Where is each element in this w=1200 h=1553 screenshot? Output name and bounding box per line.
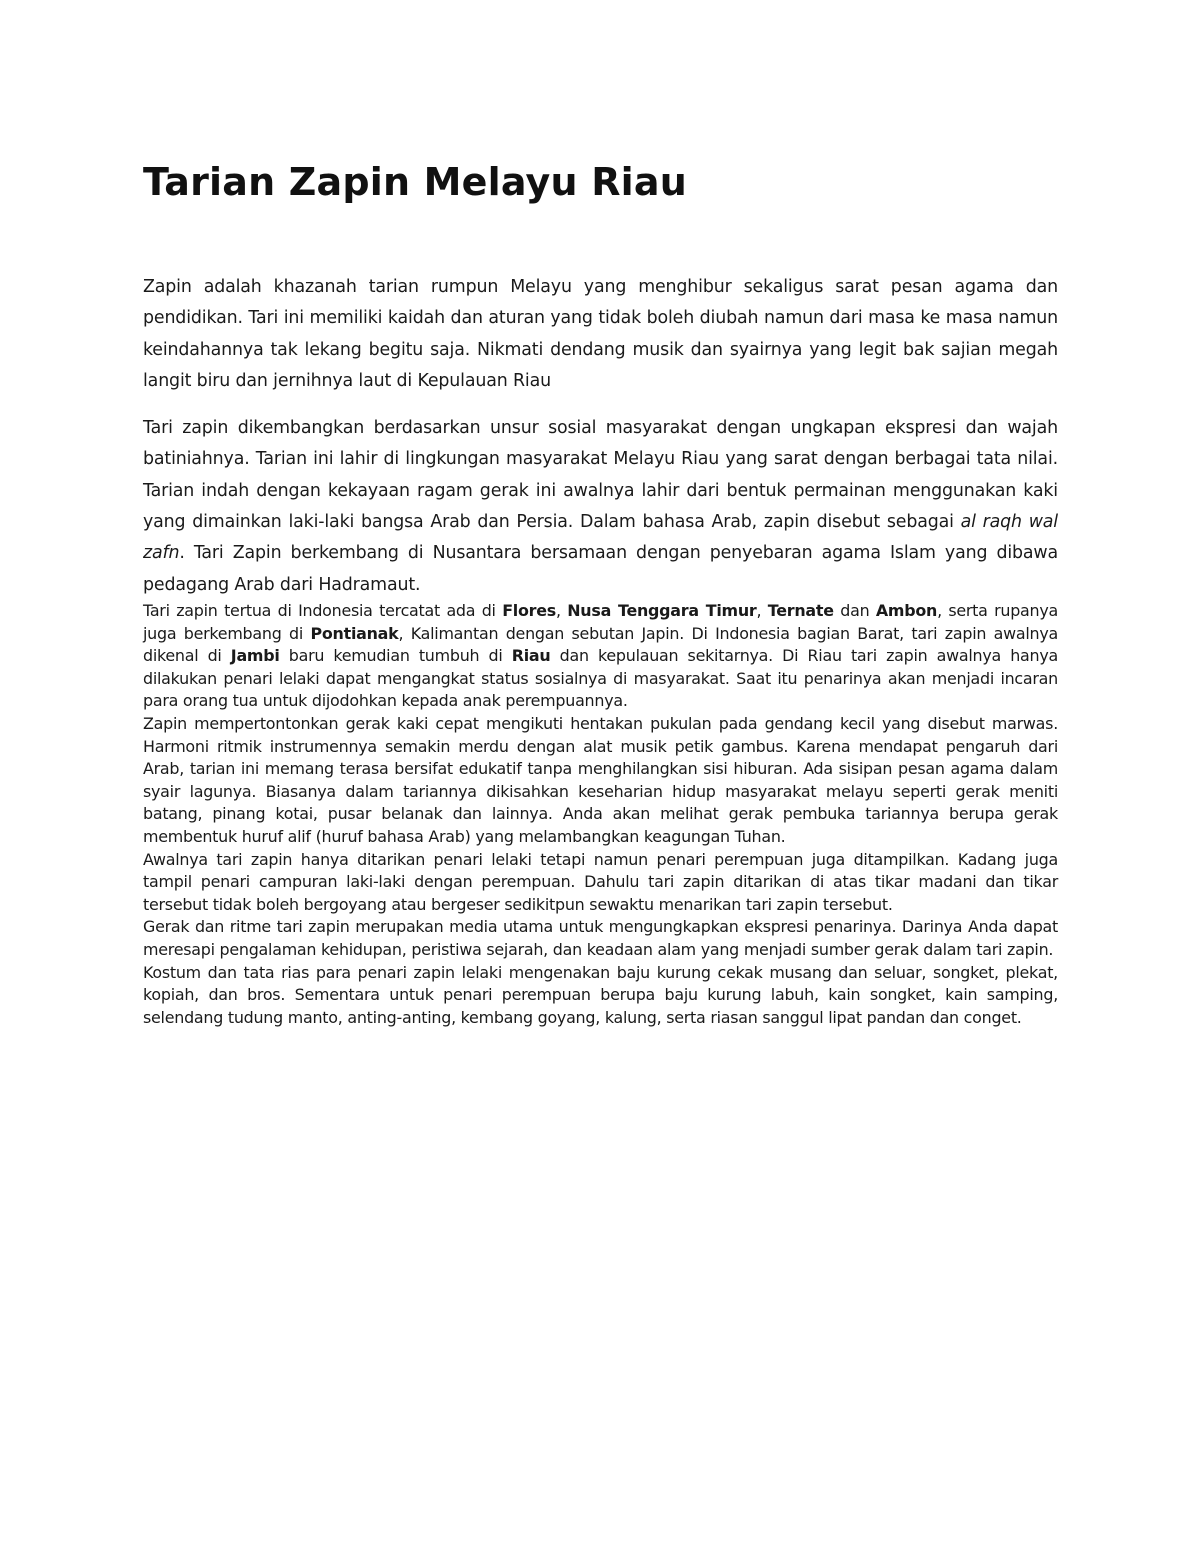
- paragraph-costume: Kostum dan tata rias para penari zapin lelaki mengenakan baju kurung cekak musang dan seluar, songket, plekat, kopiah, dan bros. Sementara untuk penari perempuan berupa baju kurung labuh, kain songket, kain samping, selendang tudung manto, anting-anting, kembang goyang, kalung, serta riasan sanggul lipat pandan dan conget.: [143, 962, 1058, 1027]
- history-text: dan: [833, 601, 876, 620]
- history-text: Tari zapin tertua di Indonesia tercatat ada di: [143, 601, 503, 620]
- place-riau: Riau: [511, 646, 551, 666]
- document-title: Tarian Zapin Melayu Riau: [143, 160, 687, 204]
- intro-section: [143, 272, 1058, 601]
- place-ntt: Nusa Tenggara Timur: [567, 601, 757, 620]
- paragraph-music: Zapin mempertontonkan gerak kaki cepat mengikuti hentakan pukulan pada gendang kecil yang disebut marwas. Harmoni ritmik instrumennya semakin merdu dengan alat musik petik gambus. Karena mendapat pengaruh dari Arab, tarian ini memang terasa bersifat edukatif tanpa menghilangkan sisi hiburan. Ada sisipan pesan agama dalam syair lagunya. Biasanya dalam tariannya dikisahkan keseharian hidup masyarakat melayu seperti gerak meniti batang, pinang kotai, pusar belanak dan lainnya. Anda akan melihat gerak pembuka tariannya berupa gerak membentuk huruf alif (huruf bahasa Arab) yang melambangkan keagungan Tuhan.: [143, 713, 1058, 846]
- place-ternate: Ternate: [767, 601, 834, 620]
- arabic-term: al raqh wal zafn: [143, 512, 1058, 564]
- paragraph-origin-text-2: . Tari Zapin berkembang di Nusantara bersamaan dengan penyebaran agama Islam yang dibawa pedagang Arab dari Hadramaut.: [143, 543, 1058, 595]
- body-section: [143, 600, 1058, 1029]
- history-text: dan kepulauan sekitarnya. Di Riau tari zapin awalnya hanya dilakukan penari lelaki dapat mengangkat status sosialnya di masyarakat. Saat itu penarinya akan menjadi incaran para orang tua untuk dijodohkan kepada anak perempuannya.: [143, 646, 1058, 711]
- place-jambi: Jambi: [230, 646, 280, 666]
- history-text: , Kalimantan dengan sebutan Japin. Di Indonesia bagian Barat, tari zapin awalnya dikenal di: [143, 623, 1058, 666]
- paragraph-origin-text-1: Tari zapin dikembangkan berdasarkan unsur sosial masyarakat dengan ungkapan ekspresi dan wajah batiniahnya. Tarian ini lahir di lingkungan masyarakat Melayu Riau yang sarat dengan berbagai tata nilai. Tarian indah dengan kekayaan ragam gerak ini awalnya lahir dari bentuk permainan menggunakan kaki yang dimainkan laki-laki bangsa Arab dan Persia. Dalam bahasa Arab, zapin disebut sebagai: [143, 418, 1058, 533]
- place-flores: Flores: [502, 601, 556, 620]
- place-ambon: Ambon: [875, 601, 938, 620]
- history-text: , serta rupanya juga berkembang di: [143, 601, 1058, 643]
- paragraph-expression: Gerak dan ritme tari zapin merupakan media utama untuk mengungkapkan ekspresi penarinya. Darinya Anda dapat meresapi pengalaman kehidupan, peristiwa sejarah, dan keadaan alam yang menjadi sumber gerak dalam tari zapin.: [143, 917, 1058, 959]
- history-text: ,: [555, 601, 568, 620]
- paragraph-intro: Zapin adalah khazanah tarian rumpun Melayu yang menghibur sekaligus sarat pesan agama dan pendidikan. Tari ini memiliki kaidah dan aturan yang tidak boleh diubah namun dari masa ke masa namun keindahannya tak lekang begitu saja. Nikmati dendang musik dan syairnya yang legit bak sajian megah langit biru dan jernihnya laut di Kepulauan Riau: [143, 277, 1058, 391]
- paragraph-origin: [143, 413, 1058, 601]
- place-pontianak: Pontianak: [310, 623, 399, 643]
- history-text: baru kemudian tumbuh di: [279, 646, 512, 666]
- history-text: ,: [756, 601, 768, 620]
- paragraph-history: [143, 600, 1058, 713]
- paragraph-dancers: Awalnya tari zapin hanya ditarikan penari lelaki tetapi namun penari perempuan juga ditampilkan. Kadang juga tampil penari campuran laki-laki dengan perempuan. Dahulu tari zapin ditarikan di atas tikar madani dan tikar tersebut tidak boleh bergoyang atau bergeser sedikitpun sewaktu menarikan tari zapin tersebut.: [143, 849, 1058, 914]
